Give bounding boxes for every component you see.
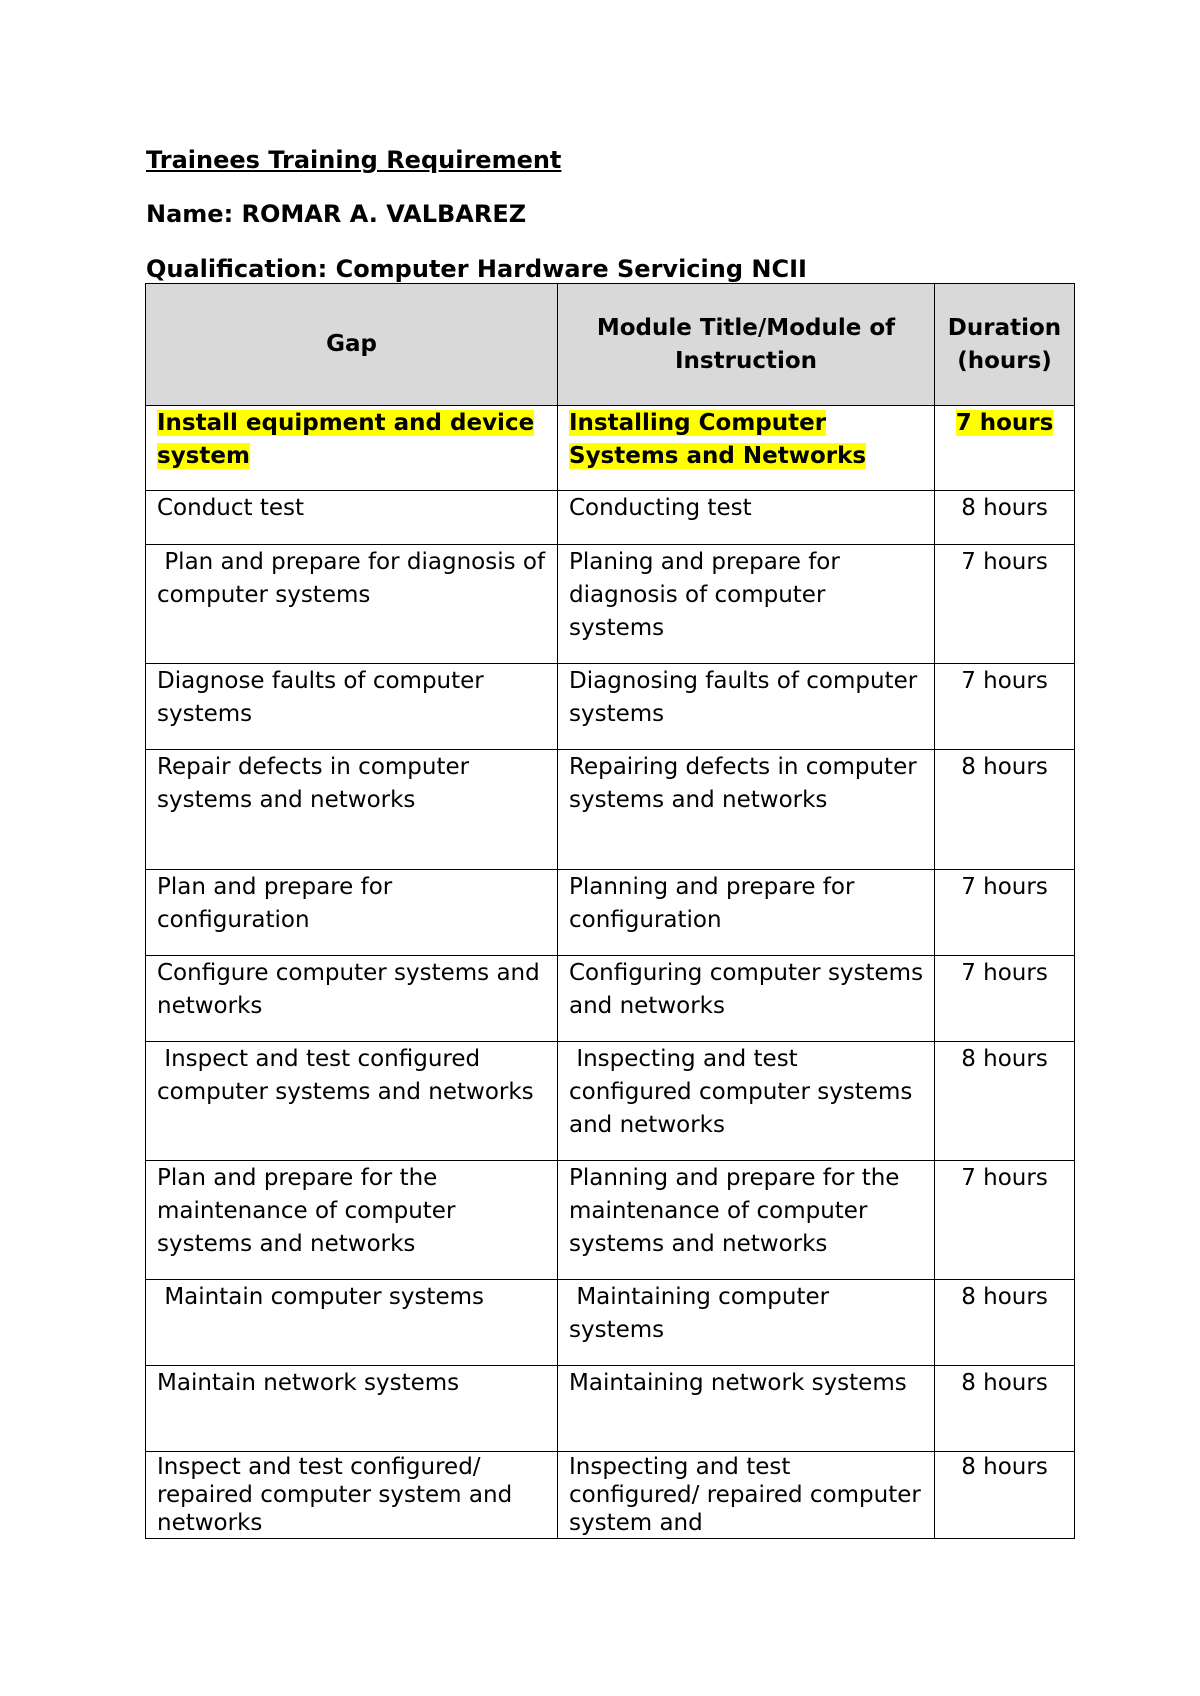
module-text: Installing Computer Systems and Networks <box>569 410 867 469</box>
header-module: Module Title/Module of Instruction <box>558 284 935 406</box>
duration-text: 8 hours <box>961 1454 1048 1480</box>
training-requirement-table <box>145 283 1075 1539</box>
gap-text: Diagnose faults of computer systems <box>157 668 484 727</box>
duration-cell <box>935 545 1075 664</box>
gap-cell <box>146 1042 558 1161</box>
module-cell <box>558 870 935 956</box>
gap-text: Plan and prepare for configuration <box>157 874 393 933</box>
module-cell <box>558 664 935 750</box>
gap-text: Install equipment and device system <box>157 410 535 469</box>
gap-text: Maintain computer systems <box>157 1284 484 1310</box>
module-cell <box>558 956 935 1042</box>
module-text: Repairing defects in computer systems and networks <box>569 754 917 813</box>
gap-text: Inspect and test configured computer systems and networks <box>157 1046 534 1105</box>
duration-text: 7 hours <box>961 874 1048 900</box>
gap-cell <box>146 1452 558 1539</box>
duration-cell <box>935 750 1075 870</box>
gap-cell <box>146 1280 558 1366</box>
gap-cell <box>146 545 558 664</box>
table-row <box>146 956 1075 1042</box>
module-text: Configuring computer systems and networks <box>569 960 924 1019</box>
table-row <box>146 870 1075 956</box>
gap-text: Inspect and test configured/ repaired computer system and networks <box>157 1454 513 1536</box>
duration-cell <box>935 491 1075 545</box>
duration-text: 7 hours <box>961 549 1048 575</box>
duration-text: 7 hours <box>961 1165 1048 1191</box>
trainee-name: Name: ROMAR A. VALBAREZ <box>146 200 527 228</box>
gap-text: Plan and prepare for diagnosis of computer systems <box>157 549 553 608</box>
gap-cell <box>146 491 558 545</box>
duration-text: 8 hours <box>961 1284 1048 1310</box>
table-row <box>146 1452 1075 1539</box>
duration-cell <box>935 1280 1075 1366</box>
module-text: Conducting test <box>569 495 752 521</box>
gap-text: Configure computer systems and networks <box>157 960 540 1019</box>
page-title: Trainees Training Requirement <box>146 146 562 174</box>
module-cell <box>558 1042 935 1161</box>
module-cell <box>558 1366 935 1452</box>
gap-cell <box>146 406 558 491</box>
table-row <box>146 750 1075 870</box>
header-duration: Duration (hours) <box>935 284 1075 406</box>
table-row <box>146 1280 1075 1366</box>
duration-cell <box>935 1452 1075 1539</box>
duration-cell <box>935 1042 1075 1161</box>
gap-cell <box>146 1366 558 1452</box>
module-text: Inspecting and test configured/ repaired computer system and <box>569 1454 921 1536</box>
gap-cell <box>146 870 558 956</box>
table-row <box>146 1042 1075 1161</box>
gap-text: Plan and prepare for the maintenance of computer systems and networks <box>157 1165 456 1257</box>
duration-text: 7 hours <box>961 668 1048 694</box>
duration-text: 7 hours <box>961 960 1048 986</box>
gap-cell <box>146 956 558 1042</box>
duration-text: 7 hours <box>955 410 1054 436</box>
module-cell <box>558 545 935 664</box>
module-cell <box>558 1280 935 1366</box>
module-text: Planing and prepare for diagnosis of computer systems <box>569 549 840 641</box>
qualification: Qualification: Computer Hardware Servicing NCII <box>146 255 807 283</box>
module-text: Diagnosing faults of computer systems <box>569 668 918 727</box>
duration-cell <box>935 406 1075 491</box>
table-row <box>146 1366 1075 1452</box>
duration-cell <box>935 1161 1075 1280</box>
header-gap: Gap <box>146 284 558 406</box>
table-row <box>146 1161 1075 1280</box>
duration-cell <box>935 956 1075 1042</box>
module-text: Inspecting and test configured computer systems and networks <box>569 1046 920 1138</box>
duration-cell <box>935 664 1075 750</box>
module-cell <box>558 491 935 545</box>
duration-text: 8 hours <box>961 1046 1048 1072</box>
module-text: Planning and prepare for the maintenance of computer systems and networks <box>569 1165 900 1257</box>
table-header-row <box>146 284 1075 406</box>
module-text: Planning and prepare for configuration <box>569 874 855 933</box>
table-row <box>146 664 1075 750</box>
module-cell <box>558 1452 935 1539</box>
duration-cell <box>935 1366 1075 1452</box>
gap-text: Maintain network systems <box>157 1370 460 1396</box>
gap-text: Repair defects in computer systems and networks <box>157 754 470 813</box>
module-cell <box>558 750 935 870</box>
table-row <box>146 545 1075 664</box>
module-text: Maintaining network systems <box>569 1370 907 1396</box>
table-row <box>146 406 1075 491</box>
duration-text: 8 hours <box>961 1370 1048 1396</box>
module-cell <box>558 406 935 491</box>
duration-text: 8 hours <box>961 754 1048 780</box>
table-row <box>146 491 1075 545</box>
module-cell <box>558 1161 935 1280</box>
gap-cell <box>146 664 558 750</box>
gap-cell <box>146 750 558 870</box>
duration-text: 8 hours <box>961 495 1048 521</box>
gap-cell <box>146 1161 558 1280</box>
gap-text: Conduct test <box>157 495 305 521</box>
module-text: Maintaining computer systems <box>569 1284 837 1343</box>
duration-cell <box>935 870 1075 956</box>
